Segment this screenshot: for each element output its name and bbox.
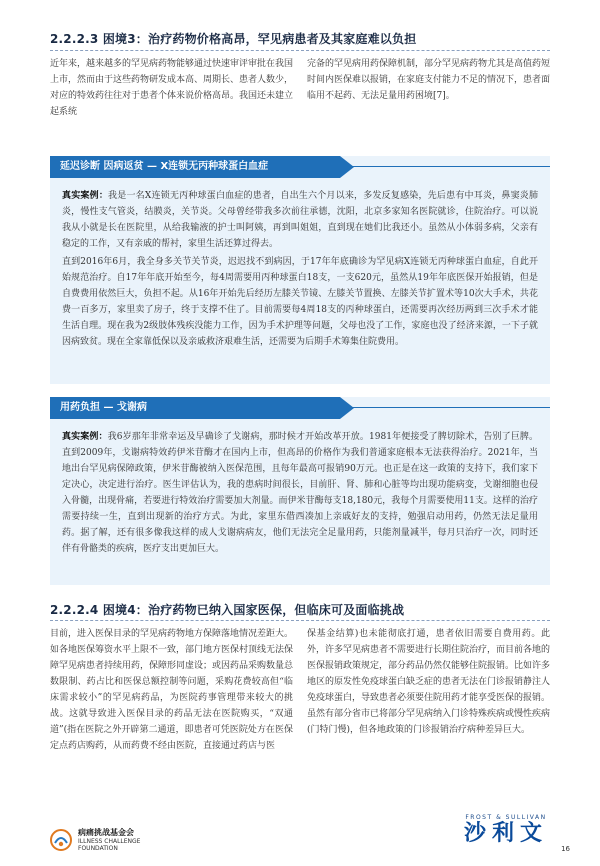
section-divider [50,50,550,51]
paragraph: 近年来，越来越多的罕见病药物能够通过快速审评审批在我国上市，然而由于这些药物研发成本高、周期长、患者人数少，对应的特效药往往对于患者个体来说价格高昂。我国还未建立起系统 [50,59,294,117]
frost-sullivan-en: FROST & SULLIVAN [465,814,547,821]
case-paragraph: 直到2016年6月，我全身多关节关节炎，迟迟找不到病因，于17年年底确诊为罕见病X连锁无丙种球蛋白血症，自此开始规范治疗。自17年年底开始至今，每4周需要用丙种球蛋白18支，一支620元，虽然从19年年底医保开始报销，但是自费费用依然巨大，负担不起。从16年开始先后经历左膝关节镜、左膝关节置换、左膝关节扩置术等10次大手术，共花费一百多万，家里卖了房子，终于支撑不住了。目前需要每4周18支的丙种球蛋白，还需要再次经历两到三次手术才能生活自理。现在我为2级肢体残疾没能力工作，因为手术护理等问题，父母也没了工作，家庭也没了经济来源，一下子就因病致贫。现在全家靠低保以及亲戚救济艰难生活，还需要为后期手术筹集住院费用。 [62,257,538,347]
illness-challenge-logo [50,828,140,852]
case-box-body [50,178,550,360]
section-title-dilemma-3: 2.2.2.3 困境3：治疗药物价格高昂，罕见病患者及其家庭难以负担 [50,32,417,46]
foundation-name-en-1: ILLNESS CHALLENGE [78,838,141,845]
section-1-left-column [50,56,293,120]
case-box-header: 延迟诊断 因病返贫 — X连锁无丙种球蛋白血症 [50,156,340,178]
section-title-dilemma-4: 2.2.2.4 困境4：治疗药物已纳入国家医保，但临床可及面临挑战 [50,603,405,617]
header-rule [340,407,550,408]
section-1-right-column [307,56,550,120]
paragraph: 保基金结算)也未能彻底打通，患者依旧需要自费用药。此外，许多罕见病患者不需要进行长期住院治疗，而目前各地的医保报销政策规定，部分药品仍然仅能够住院报销。比如许多地区的原发性免疫球蛋白缺乏症的患者无法在门诊报销静注人免疫球蛋白，导致患者必须要住院用药才能享受医保的报销。虽然有部分省市已将部分罕见病纳入门诊特殊疾病或慢性疾病(门特门慢)，但各地政策的门诊报销治疗病种差异巨大。 [307,629,551,735]
frost-sullivan-logo [464,814,548,847]
case-box-gaucher [50,397,550,585]
case-paragraph [62,429,538,557]
foundation-name-en-2: FOUNDATION [78,845,118,852]
case-box-xla [50,156,550,384]
foundation-name-cn: 病痛挑战基金会 [78,828,134,837]
frost-sullivan-cn: 沙利文 [463,821,548,846]
case-paragraph [62,188,538,252]
foundation-logo-icon [50,829,72,851]
section-divider [50,620,550,621]
section-2-left-column [50,626,293,754]
section-2-right-column [307,626,550,754]
header-rule [340,166,550,167]
page-number: 16 [561,845,570,853]
foundation-name [78,828,140,852]
case-text: 我6岁那年非常幸运及早确诊了戈谢病，那时候才开始改革开放。1981年便接受了脾切除术，告别了巨脾。直到2009年，戈谢病特效药伊米苷酶才在国内上市，但高昂的价格作为我们普通家庭根本无法获得治疗。2021年，当地出台罕见病保障政策，伊米苷酶被纳入医保范围，且每年最高可报销90万元。也正是在这一政策的支持下，我们家下定决心，决定进行治疗。医生评估认为，我的患病时间很长，目前肝、肾、肺和心脏等均出现功能病变，戈谢细胞也侵入骨髓，出现骨痛，若要进行特效治疗需要加大剂量。而伊米苷酶每支18,180元，我每个月需要使用11支。这样的治疗需要持续一生，直到出现新的治疗方式。为此，家里东借西凑加上亲戚好友的支持，勉强启动用药，仍然无法足量用药。据了解，还有很多像我这样的成人戈谢病病友，他们无法完全足量用药，只能剂量减半，每月只治疗一次，同时还伴有骨骼类的疾病，医疗支出更加巨大。 [62,432,538,554]
case-text: 我是一名X连锁无丙种球蛋白血症的患者，自出生六个月以来，多发反复感染，先后患有中耳炎，鼻窦炎肺炎，慢性支气管炎，结膜炎，关节炎。父母曾经带我多次前往承德，沈阳，北京多家知名医院就诊，住院治疗。可以说我从小就是长在医院里，从给我输液的护士叫阿姨，再到叫姐姐，直到现在她们比我还小。虽然从小体弱多病，父亲有稳定的工作，又有亲戚的帮衬，家里生活还算过得去。 [62,191,538,249]
case-label: 真实案例： [62,432,108,442]
section-1-body [50,56,550,120]
case-box-header: 用药负担 — 戈谢病 [50,397,340,419]
section-2-body [50,626,550,754]
case-label: 真实案例： [62,191,109,201]
case-box-body [50,419,550,567]
paragraph: 目前，进入医保目录的罕见病药物地方保障落地情况差距大。如各地医保筹资水平上限不一致，部门地方医保村顶线无法保障罕见病患者持续用药，保障形同虚设；或因药品采购数量总数限制、药占比和医保总额控制等问题，采购花费较高但“临床需求较小”的罕见病药品，为医院药事管理带来较大的挑战。这就导致进入医保目录的药品无法在医院购买，“双通道”(指在医院之外开辟第二通道，即患者可凭医院处方在医保定点药店购药，从而药费不经由医院，直接通过药店与医 [50,629,294,751]
paragraph: 完备的罕见病用药保障机制，部分罕见病药物尤其是高值药短时间内医保难以报销，在家庭支付能力不足的情况下，患者面临用不起药、无法足量用药困境[7]。 [307,59,551,101]
